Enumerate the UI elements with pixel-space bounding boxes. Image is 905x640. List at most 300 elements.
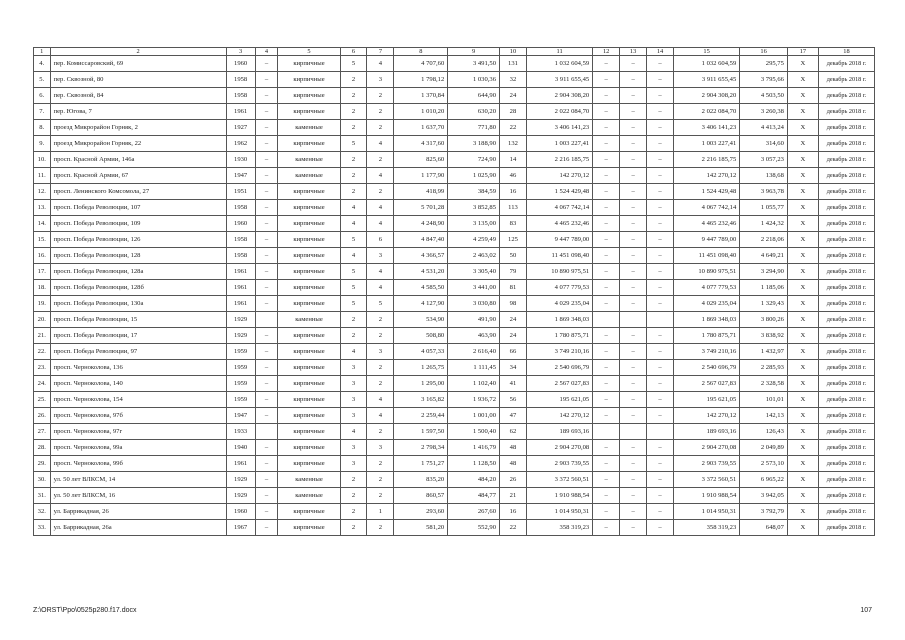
cell-total-cost: 195 621,05 xyxy=(526,392,592,408)
cell-total-cost: 1 003 227,41 xyxy=(526,136,592,152)
cell-total-area: 4 057,33 xyxy=(394,344,448,360)
cell-wall-material: кирпичные xyxy=(278,248,340,264)
cell-build-year: 1958 xyxy=(226,72,255,88)
cell-column-13 xyxy=(620,312,647,328)
cell-total-area: 4 127,90 xyxy=(394,296,448,312)
cell-column-14: – xyxy=(647,408,674,424)
cell-entrances: 4 xyxy=(367,168,394,184)
cell-row-number: 31. xyxy=(34,488,51,504)
footer-file-path: Z:\ORST\Ppo\0525p280.f17.docx xyxy=(33,607,137,614)
cell-build-year: 1927 xyxy=(226,120,255,136)
cell-column-4 xyxy=(255,312,278,328)
cell-residents: 113 xyxy=(500,200,527,216)
cell-mark-x: X xyxy=(787,504,818,520)
cell-column-4 xyxy=(255,424,278,440)
cell-column-13: – xyxy=(620,232,647,248)
cell-floors: 2 xyxy=(340,72,367,88)
cell-column-4: – xyxy=(255,264,278,280)
cell-cost-total-repeat: 142 270,12 xyxy=(673,408,739,424)
cell-build-year: 1967 xyxy=(226,520,255,536)
cell-column-14 xyxy=(647,424,674,440)
cell-mark-x: X xyxy=(787,472,818,488)
header-cell-4: 4 xyxy=(255,48,278,56)
cell-column-4: – xyxy=(255,344,278,360)
cell-cost-per-sqm: 3 838,92 xyxy=(740,328,788,344)
cell-residents: 24 xyxy=(500,88,527,104)
header-cell-16: 16 xyxy=(740,48,788,56)
table-row xyxy=(34,424,875,440)
cell-column-12: – xyxy=(593,504,620,520)
cell-wall-material: кирпичные xyxy=(278,104,340,120)
address-program-table-container xyxy=(33,47,875,536)
cell-column-4: – xyxy=(255,200,278,216)
cell-total-area: 4 366,57 xyxy=(394,248,448,264)
cell-column-4: – xyxy=(255,216,278,232)
cell-column-13: – xyxy=(620,152,647,168)
cell-completion-date: декабрь 2018 г. xyxy=(818,280,874,296)
cell-total-area: 1 597,50 xyxy=(394,424,448,440)
cell-address: проезд Микрорайон Горняк, 22 xyxy=(50,136,226,152)
cell-wall-material: кирпичные xyxy=(278,72,340,88)
header-cell-7: 7 xyxy=(367,48,394,56)
header-cell-17: 17 xyxy=(787,48,818,56)
cell-cost-total-repeat: 1 524 429,48 xyxy=(673,184,739,200)
cell-column-12: – xyxy=(593,520,620,536)
cell-row-number: 30. xyxy=(34,472,51,488)
cell-column-4: – xyxy=(255,232,278,248)
cell-mark-x: X xyxy=(787,296,818,312)
cell-column-4: – xyxy=(255,520,278,536)
cell-build-year: 1959 xyxy=(226,344,255,360)
cell-cost-per-sqm: 6 965,22 xyxy=(740,472,788,488)
cell-completion-date: декабрь 2018 г. xyxy=(818,184,874,200)
cell-completion-date: декабрь 2018 г. xyxy=(818,200,874,216)
cell-address: просп. Черноколова, 140 xyxy=(50,376,226,392)
cell-column-12: – xyxy=(593,168,620,184)
cell-residents: 16 xyxy=(500,504,527,520)
cell-mark-x: X xyxy=(787,232,818,248)
cell-column-14: – xyxy=(647,456,674,472)
cell-total-cost: 4 077 779,53 xyxy=(526,280,592,296)
cell-cost-per-sqm: 4 413,24 xyxy=(740,120,788,136)
cell-total-cost: 1 869 348,03 xyxy=(526,312,592,328)
cell-mark-x: X xyxy=(787,152,818,168)
cell-residents: 48 xyxy=(500,456,527,472)
cell-column-13: – xyxy=(620,248,647,264)
table-row xyxy=(34,168,875,184)
cell-address: пер. Сквозной, 80 xyxy=(50,72,226,88)
cell-mark-x: X xyxy=(787,120,818,136)
cell-row-number: 6. xyxy=(34,88,51,104)
cell-floors: 3 xyxy=(340,408,367,424)
cell-build-year: 1962 xyxy=(226,136,255,152)
cell-row-number: 32. xyxy=(34,504,51,520)
cell-wall-material: кирпичные xyxy=(278,328,340,344)
table-row xyxy=(34,104,875,120)
cell-column-14: – xyxy=(647,360,674,376)
cell-residents: 83 xyxy=(500,216,527,232)
table-row xyxy=(34,376,875,392)
cell-column-14: – xyxy=(647,72,674,88)
cell-completion-date: декабрь 2018 г. xyxy=(818,408,874,424)
cell-completion-date: декабрь 2018 г. xyxy=(818,136,874,152)
cell-column-14: – xyxy=(647,200,674,216)
cell-wall-material: кирпичные xyxy=(278,408,340,424)
table-row xyxy=(34,232,875,248)
header-cell-13: 13 xyxy=(620,48,647,56)
cell-total-area: 2 798,34 xyxy=(394,440,448,456)
cell-cost-total-repeat: 4 067 742,14 xyxy=(673,200,739,216)
cell-build-year: 1929 xyxy=(226,328,255,344)
table-row xyxy=(34,72,875,88)
cell-address: ул. 50 лет ВЛКСМ, 16 xyxy=(50,488,226,504)
cell-residents: 41 xyxy=(500,376,527,392)
cell-total-cost: 4 029 235,04 xyxy=(526,296,592,312)
cell-completion-date: декабрь 2018 г. xyxy=(818,56,874,72)
cell-build-year: 1959 xyxy=(226,360,255,376)
cell-column-14: – xyxy=(647,504,674,520)
cell-wall-material: кирпичные xyxy=(278,296,340,312)
cell-floors: 2 xyxy=(340,184,367,200)
cell-build-year: 1929 xyxy=(226,488,255,504)
cell-living-area: 463,90 xyxy=(448,328,500,344)
cell-floors: 2 xyxy=(340,152,367,168)
cell-mark-x: X xyxy=(787,424,818,440)
cell-wall-material: каменные xyxy=(278,488,340,504)
cell-entrances: 3 xyxy=(367,344,394,360)
cell-floors: 4 xyxy=(340,216,367,232)
cell-total-area: 825,60 xyxy=(394,152,448,168)
cell-wall-material: кирпичные xyxy=(278,424,340,440)
cell-total-cost: 1 524 429,48 xyxy=(526,184,592,200)
cell-column-4: – xyxy=(255,152,278,168)
cell-column-4: – xyxy=(255,392,278,408)
cell-address: просп. Черноколова, 97б xyxy=(50,408,226,424)
cell-column-13: – xyxy=(620,456,647,472)
cell-cost-total-repeat: 11 451 098,40 xyxy=(673,248,739,264)
cell-column-12: – xyxy=(593,488,620,504)
cell-cost-per-sqm: 3 294,90 xyxy=(740,264,788,280)
cell-address: просп. Победа Революции, 15 xyxy=(50,312,226,328)
cell-address: пер. Комиссаровский, 69 xyxy=(50,56,226,72)
cell-column-12: – xyxy=(593,88,620,104)
cell-column-13: – xyxy=(620,520,647,536)
cell-address: просп. Красной Армии, 67 xyxy=(50,168,226,184)
cell-floors: 2 xyxy=(340,312,367,328)
cell-entrances: 2 xyxy=(367,328,394,344)
cell-entrances: 3 xyxy=(367,440,394,456)
cell-wall-material: кирпичные xyxy=(278,184,340,200)
table-row xyxy=(34,184,875,200)
cell-wall-material: кирпичные xyxy=(278,136,340,152)
cell-wall-material: кирпичные xyxy=(278,520,340,536)
cell-total-cost: 1 014 950,31 xyxy=(526,504,592,520)
table-row xyxy=(34,216,875,232)
cell-total-area: 4 707,60 xyxy=(394,56,448,72)
cell-living-area: 771,80 xyxy=(448,120,500,136)
cell-total-area: 1 265,75 xyxy=(394,360,448,376)
cell-total-cost: 3 406 141,23 xyxy=(526,120,592,136)
cell-entrances: 2 xyxy=(367,520,394,536)
cell-address: пер. Югова, 7 xyxy=(50,104,226,120)
cell-cost-per-sqm: 4 649,21 xyxy=(740,248,788,264)
cell-completion-date: декабрь 2018 г. xyxy=(818,376,874,392)
cell-row-number: 14. xyxy=(34,216,51,232)
cell-floors: 2 xyxy=(340,472,367,488)
cell-total-cost: 142 270,12 xyxy=(526,168,592,184)
cell-completion-date: декабрь 2018 г. xyxy=(818,360,874,376)
cell-build-year: 1947 xyxy=(226,408,255,424)
cell-column-13: – xyxy=(620,88,647,104)
cell-column-14: – xyxy=(647,184,674,200)
cell-total-area: 860,57 xyxy=(394,488,448,504)
cell-completion-date: декабрь 2018 г. xyxy=(818,328,874,344)
cell-column-13: – xyxy=(620,376,647,392)
cell-residents: 14 xyxy=(500,152,527,168)
cell-column-4: – xyxy=(255,72,278,88)
cell-row-number: 15. xyxy=(34,232,51,248)
cell-wall-material: кирпичные xyxy=(278,504,340,520)
cell-column-4: – xyxy=(255,104,278,120)
cell-residents: 62 xyxy=(500,424,527,440)
cell-completion-date: декабрь 2018 г. xyxy=(818,88,874,104)
cell-total-area: 1 798,12 xyxy=(394,72,448,88)
cell-build-year: 1959 xyxy=(226,392,255,408)
table-row xyxy=(34,136,875,152)
cell-residents: 125 xyxy=(500,232,527,248)
cell-cost-per-sqm: 2 573,10 xyxy=(740,456,788,472)
address-program-table xyxy=(33,47,875,536)
cell-entrances: 3 xyxy=(367,248,394,264)
header-cell-2: 2 xyxy=(50,48,226,56)
cell-column-14: – xyxy=(647,440,674,456)
cell-column-4: – xyxy=(255,56,278,72)
cell-residents: 21 xyxy=(500,488,527,504)
cell-column-14: – xyxy=(647,392,674,408)
cell-column-4: – xyxy=(255,376,278,392)
footer-page-number: 107 xyxy=(860,607,872,614)
cell-total-cost: 358 319,23 xyxy=(526,520,592,536)
cell-floors: 4 xyxy=(340,424,367,440)
cell-total-cost: 2 216 185,75 xyxy=(526,152,592,168)
cell-row-number: 16. xyxy=(34,248,51,264)
cell-column-13: – xyxy=(620,264,647,280)
cell-row-number: 20. xyxy=(34,312,51,328)
cell-column-4: – xyxy=(255,488,278,504)
cell-address: просп. Победа Революции, 97 xyxy=(50,344,226,360)
cell-entrances: 2 xyxy=(367,184,394,200)
cell-mark-x: X xyxy=(787,88,818,104)
cell-row-number: 25. xyxy=(34,392,51,408)
cell-column-13: – xyxy=(620,408,647,424)
cell-total-cost: 2 540 696,79 xyxy=(526,360,592,376)
cell-build-year: 1940 xyxy=(226,440,255,456)
cell-living-area: 4 259,49 xyxy=(448,232,500,248)
cell-completion-date: декабрь 2018 г. xyxy=(818,248,874,264)
cell-column-13: – xyxy=(620,104,647,120)
table-row xyxy=(34,248,875,264)
header-cell-5: 5 xyxy=(278,48,340,56)
cell-floors: 3 xyxy=(340,376,367,392)
cell-living-area: 1 111,45 xyxy=(448,360,500,376)
cell-cost-total-repeat: 2 540 696,79 xyxy=(673,360,739,376)
cell-cost-total-repeat: 2 216 185,75 xyxy=(673,152,739,168)
cell-wall-material: кирпичные xyxy=(278,456,340,472)
cell-wall-material: кирпичные xyxy=(278,216,340,232)
cell-column-13: – xyxy=(620,200,647,216)
table-row xyxy=(34,312,875,328)
cell-wall-material: кирпичные xyxy=(278,200,340,216)
table-row xyxy=(34,280,875,296)
cell-residents: 28 xyxy=(500,104,527,120)
cell-column-14: – xyxy=(647,120,674,136)
cell-total-cost: 1 780 875,71 xyxy=(526,328,592,344)
cell-column-13: – xyxy=(620,280,647,296)
cell-mark-x: X xyxy=(787,56,818,72)
cell-cost-total-repeat: 358 319,23 xyxy=(673,520,739,536)
header-cell-11: 11 xyxy=(526,48,592,56)
cell-column-12 xyxy=(593,424,620,440)
cell-floors: 5 xyxy=(340,232,367,248)
cell-row-number: 11. xyxy=(34,168,51,184)
cell-total-area: 1 177,90 xyxy=(394,168,448,184)
cell-row-number: 8. xyxy=(34,120,51,136)
cell-living-area: 267,60 xyxy=(448,504,500,520)
cell-column-13: – xyxy=(620,504,647,520)
cell-wall-material: кирпичные xyxy=(278,280,340,296)
cell-wall-material: кирпичные xyxy=(278,88,340,104)
cell-cost-total-repeat: 1 014 950,31 xyxy=(673,504,739,520)
cell-entrances: 2 xyxy=(367,360,394,376)
cell-entrances: 4 xyxy=(367,280,394,296)
cell-completion-date: декабрь 2018 г. xyxy=(818,312,874,328)
cell-column-4: – xyxy=(255,360,278,376)
table-row xyxy=(34,520,875,536)
cell-column-14: – xyxy=(647,376,674,392)
cell-mark-x: X xyxy=(787,360,818,376)
cell-row-number: 24. xyxy=(34,376,51,392)
cell-living-area: 491,90 xyxy=(448,312,500,328)
table-row xyxy=(34,120,875,136)
cell-residents: 81 xyxy=(500,280,527,296)
cell-total-cost: 142 270,12 xyxy=(526,408,592,424)
cell-wall-material: кирпичные xyxy=(278,392,340,408)
cell-row-number: 12. xyxy=(34,184,51,200)
cell-column-14: – xyxy=(647,280,674,296)
cell-total-area: 1 370,84 xyxy=(394,88,448,104)
cell-build-year: 1958 xyxy=(226,200,255,216)
cell-floors: 2 xyxy=(340,168,367,184)
header-cell-12: 12 xyxy=(593,48,620,56)
cell-living-area: 644,90 xyxy=(448,88,500,104)
cell-completion-date: декабрь 2018 г. xyxy=(818,440,874,456)
cell-residents: 98 xyxy=(500,296,527,312)
cell-completion-date: декабрь 2018 г. xyxy=(818,296,874,312)
cell-column-14: – xyxy=(647,344,674,360)
cell-completion-date: декабрь 2018 г. xyxy=(818,344,874,360)
cell-living-area: 3 305,40 xyxy=(448,264,500,280)
cell-address: просп. Победа Революции, 128а xyxy=(50,264,226,280)
cell-cost-per-sqm: 1 329,43 xyxy=(740,296,788,312)
cell-address: просп. Победа Революции, 128 xyxy=(50,248,226,264)
header-cell-14: 14 xyxy=(647,48,674,56)
cell-address: ул. Баррикадная, 26 xyxy=(50,504,226,520)
cell-entrances: 2 xyxy=(367,424,394,440)
cell-entrances: 5 xyxy=(367,296,394,312)
cell-residents: 56 xyxy=(500,392,527,408)
cell-living-area: 1 001,00 xyxy=(448,408,500,424)
cell-residents: 50 xyxy=(500,248,527,264)
cell-column-14: – xyxy=(647,488,674,504)
header-cell-8: 8 xyxy=(394,48,448,56)
cell-residents: 34 xyxy=(500,360,527,376)
cell-floors: 4 xyxy=(340,248,367,264)
cell-total-area: 1 010,20 xyxy=(394,104,448,120)
cell-mark-x: X xyxy=(787,328,818,344)
cell-residents: 131 xyxy=(500,56,527,72)
cell-build-year: 1961 xyxy=(226,456,255,472)
cell-column-14: – xyxy=(647,472,674,488)
cell-row-number: 28. xyxy=(34,440,51,456)
cell-column-13: – xyxy=(620,472,647,488)
cell-column-14: – xyxy=(647,56,674,72)
cell-mark-x: X xyxy=(787,376,818,392)
cell-mark-x: X xyxy=(787,168,818,184)
cell-residents: 66 xyxy=(500,344,527,360)
cell-build-year: 1947 xyxy=(226,168,255,184)
cell-living-area: 3 188,90 xyxy=(448,136,500,152)
cell-cost-per-sqm: 648,07 xyxy=(740,520,788,536)
cell-mark-x: X xyxy=(787,72,818,88)
cell-total-area: 4 317,60 xyxy=(394,136,448,152)
cell-total-cost: 3 749 210,16 xyxy=(526,344,592,360)
table-row xyxy=(34,344,875,360)
cell-cost-per-sqm: 3 057,23 xyxy=(740,152,788,168)
cell-entrances: 2 xyxy=(367,152,394,168)
cell-column-4: – xyxy=(255,472,278,488)
table-row xyxy=(34,472,875,488)
cell-floors: 5 xyxy=(340,296,367,312)
cell-address: просп. Черноколова, 97г xyxy=(50,424,226,440)
cell-cost-total-repeat: 1 910 988,54 xyxy=(673,488,739,504)
cell-floors: 5 xyxy=(340,56,367,72)
header-cell-10: 10 xyxy=(500,48,527,56)
cell-column-13: – xyxy=(620,360,647,376)
cell-total-cost: 10 890 975,51 xyxy=(526,264,592,280)
cell-column-13 xyxy=(620,424,647,440)
cell-entrances: 3 xyxy=(367,72,394,88)
cell-cost-per-sqm: 1 185,06 xyxy=(740,280,788,296)
cell-total-cost: 11 451 098,40 xyxy=(526,248,592,264)
cell-address: просп. Победа Революции, 17 xyxy=(50,328,226,344)
cell-floors: 3 xyxy=(340,392,367,408)
cell-column-13: – xyxy=(620,440,647,456)
header-cell-15: 15 xyxy=(673,48,739,56)
cell-residents: 22 xyxy=(500,120,527,136)
cell-address: ул. 50 лет ВЛКСМ, 14 xyxy=(50,472,226,488)
cell-mark-x: X xyxy=(787,344,818,360)
cell-build-year: 1951 xyxy=(226,184,255,200)
cell-floors: 4 xyxy=(340,200,367,216)
cell-completion-date: декабрь 2018 г. xyxy=(818,488,874,504)
cell-mark-x: X xyxy=(787,280,818,296)
cell-wall-material: каменные xyxy=(278,168,340,184)
cell-column-14: – xyxy=(647,104,674,120)
cell-wall-material: кирпичные xyxy=(278,232,340,248)
cell-residents: 24 xyxy=(500,312,527,328)
cell-cost-per-sqm: 3 942,05 xyxy=(740,488,788,504)
cell-entrances: 2 xyxy=(367,456,394,472)
